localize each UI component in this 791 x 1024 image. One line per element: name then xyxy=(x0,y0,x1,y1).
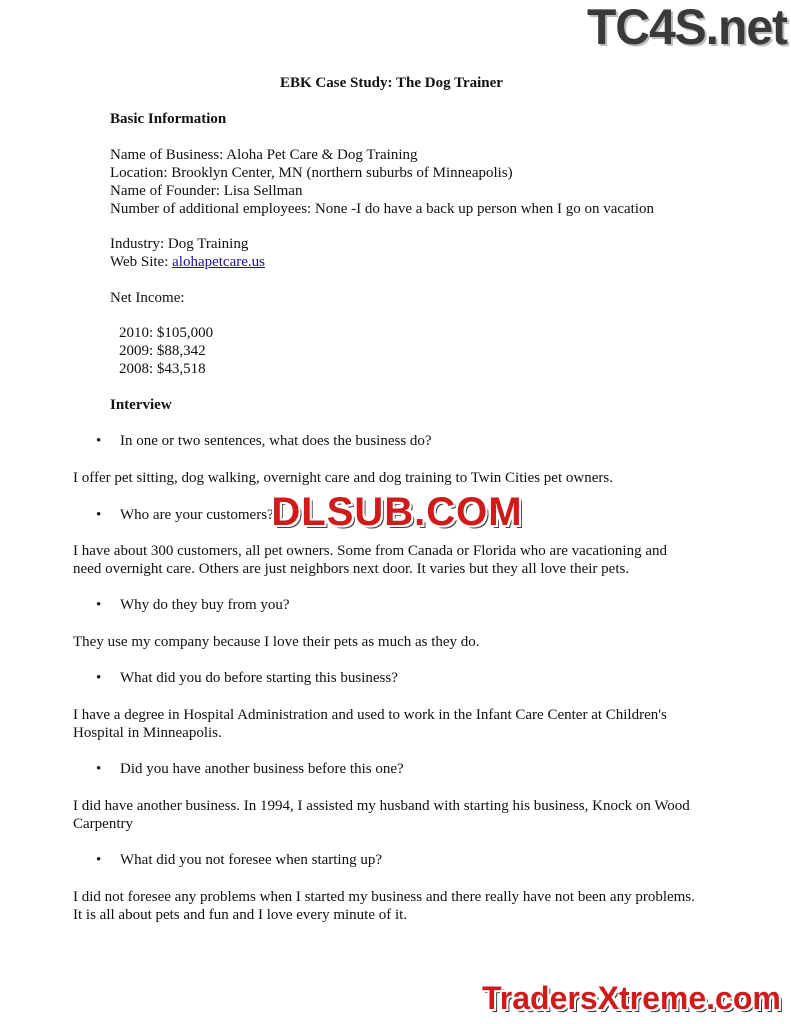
question-3: Why do they buy from you? xyxy=(120,597,290,613)
website-line xyxy=(110,253,265,271)
bullet-icon: • xyxy=(96,597,102,613)
interview-heading: Interview xyxy=(110,397,172,413)
question-2: Who are your customers? xyxy=(120,507,274,523)
question-6: What did you not foresee when starting up? xyxy=(120,852,383,868)
answer-3-line-1: They use my company because I love their pets as much as they do. xyxy=(73,634,480,650)
income-2009: 2009: $88,342 xyxy=(119,343,206,359)
document-title: EBK Case Study: The Dog Trainer xyxy=(280,75,503,91)
question-5: Did you have another business before this one? xyxy=(120,761,404,777)
bullet-icon: • xyxy=(96,761,102,777)
website-label: Web Site: xyxy=(110,254,173,270)
business-name-line: Name of Business: Aloha Pet Care & Dog Training xyxy=(110,147,418,163)
website-link[interactable]: alohapetcare.us xyxy=(172,254,265,270)
answer-5-line-2: Carpentry xyxy=(73,816,133,832)
net-income-label: Net Income: xyxy=(110,290,185,306)
watermark-middle-logo: DLSUB.COM xyxy=(271,490,523,534)
founder-line: Name of Founder: Lisa Sellman xyxy=(110,183,303,199)
answer-4-line-2: Hospital in Minneapolis. xyxy=(73,725,222,741)
question-4: What did you do before starting this business? xyxy=(120,670,398,686)
industry-line: Industry: Dog Training xyxy=(110,236,249,252)
answer-2-line-1: I have about 300 customers, all pet owners. Some from Canada or Florida who are vacationing and xyxy=(73,543,668,559)
answer-4-line-1: I have a degree in Hospital Administration and used to work in the Infant Care Center at Children's xyxy=(73,707,667,723)
location-line: Location: Brooklyn Center, MN (northern suburbs of Minneapolis) xyxy=(110,165,513,181)
answer-6-line-1: I did not foresee any problems when I started my business and there really have not been any problems. xyxy=(73,889,695,905)
watermark-bottom-logo: TradersXtreme.com xyxy=(482,980,781,1016)
income-2008: 2008: $43,518 xyxy=(119,361,206,377)
bullet-icon: • xyxy=(96,507,102,523)
bullet-icon: • xyxy=(96,433,102,449)
answer-6-line-2: It is all about pets and fun and I love every minute of it. xyxy=(73,907,408,923)
bullet-icon: • xyxy=(96,852,102,868)
answer-2-line-2: need overnight care. Others are just neighbors next door. It varies but they all love their pets. xyxy=(73,561,630,577)
employees-line: Number of additional employees: None -I do have a back up person when I go on vacation xyxy=(110,201,654,217)
watermark-top-logo: TC4S.net xyxy=(586,0,787,56)
income-2010: 2010: $105,000 xyxy=(119,325,214,341)
answer-1-line-1: I offer pet sitting, dog walking, overnight care and dog training to Twin Cities pet owners. xyxy=(73,470,613,486)
bullet-icon: • xyxy=(96,670,102,686)
basic-information-heading: Basic Information xyxy=(110,111,227,127)
question-1: In one or two sentences, what does the business do? xyxy=(120,433,432,449)
answer-5-line-1: I did have another business. In 1994, I assisted my husband with starting his business, Knock on Wood xyxy=(73,798,690,814)
